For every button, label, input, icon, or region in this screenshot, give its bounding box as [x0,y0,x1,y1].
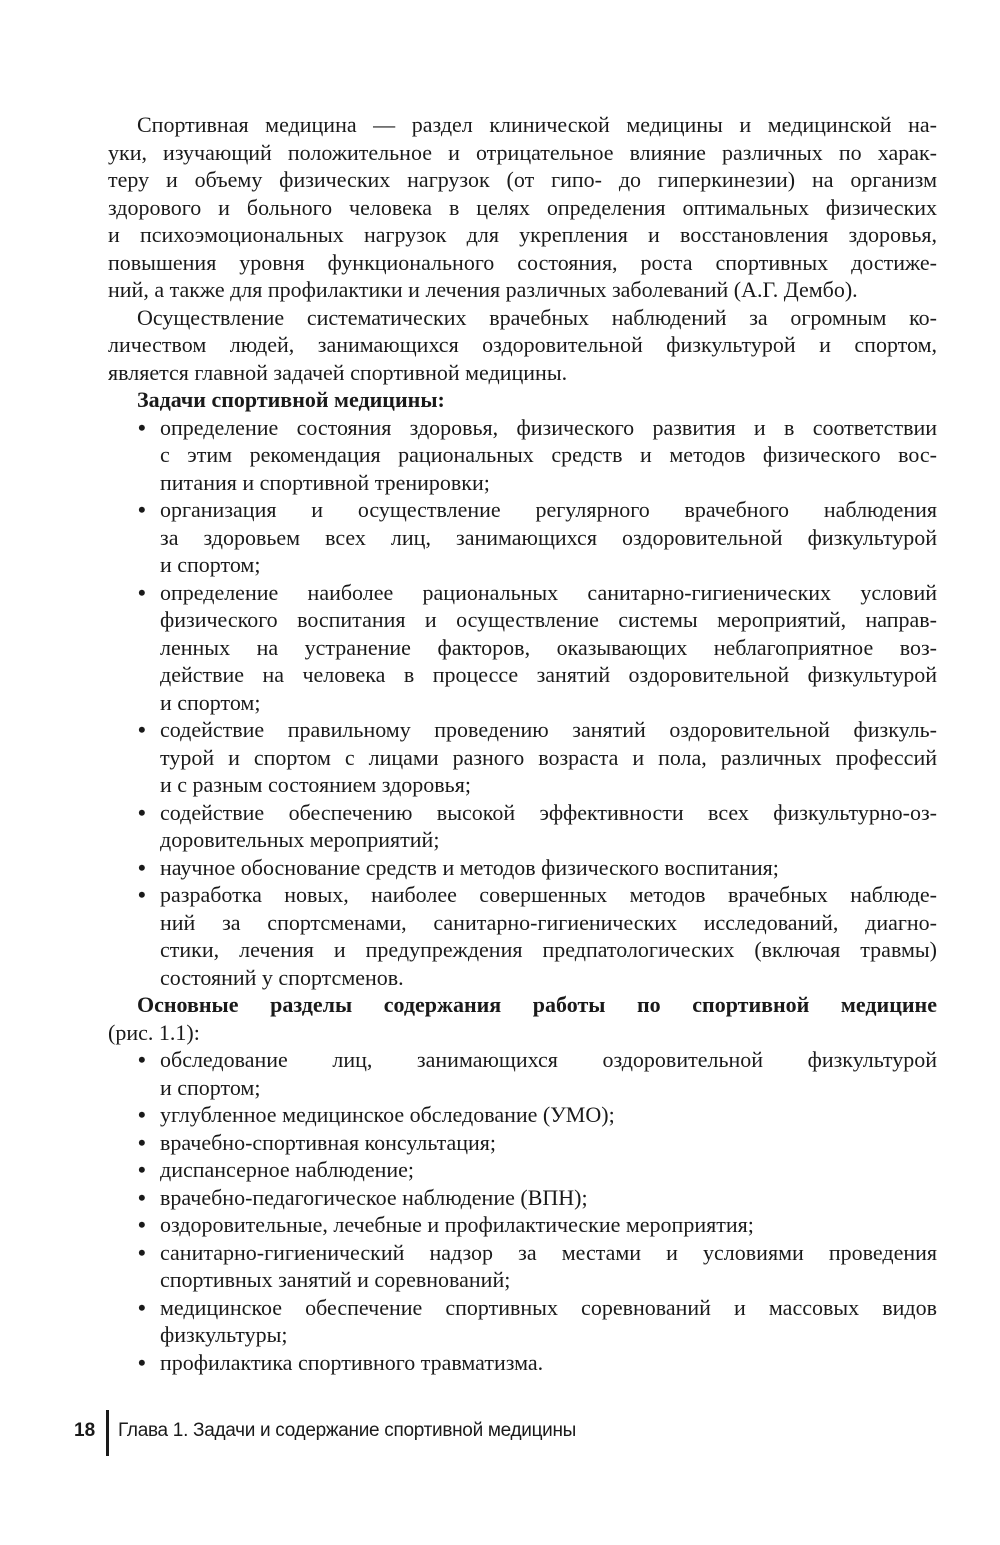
bullet-icon: • [138,1349,146,1375]
section-heading-ref: (рис. 1.1): [108,1019,200,1045]
list-item-line [108,1239,937,1267]
bullet-icon: • [138,717,146,742]
page-body [108,111,937,1376]
list-item-line [108,771,937,799]
bullet-icon: • [138,882,146,907]
chapter-title: Глава 1. Задачи и содержание спортивной медицины [118,1420,577,1441]
list-item-text: и с разным состоянием здоровья; [160,772,471,797]
list-item-line [108,579,937,607]
bullet-icon: • [138,1184,146,1210]
bullet-icon: • [138,1129,146,1155]
list-item-text: врачебно-спортивная консультация; [160,1129,497,1155]
bullet-icon: • [138,1239,146,1265]
list-item-text: оздоровительные, лечебные и профилактические мероприятия; [160,1212,754,1237]
list-item-line [108,1266,937,1294]
paragraph-line: уки, изучающий положительное и отрицательное влияние различных по харак- [108,139,937,165]
bullet-icon: • [138,497,146,522]
list-item-text: содействие обеспечению высокой эффективности всех физкультурно-оз- [160,799,937,825]
list-item-text: научное обоснование средств и методов физического воспитания; [160,854,779,880]
list-item-line [108,606,937,634]
list-item-line [108,716,937,744]
section-heading: Задачи спортивной медицины: [137,387,445,412]
list-item-line [108,1211,937,1239]
list-item-line [108,496,937,524]
section-heading: Основные разделы содержания работы по спортивной медицине [137,992,937,1017]
paragraph-line: Спортивная медицина — раздел клинической медицины и медицинской на- [137,112,937,137]
list-item-text: углубленное медицинское обследование (УМО); [160,1102,615,1127]
bullet-icon: • [138,1157,146,1182]
list-item-text: доровительных мероприятий; [160,827,440,852]
paragraph-line: повышения уровня функционального состояния, роста спортивных достиже- [108,249,937,275]
paragraph-line: теру и объему физических нагрузок (от гипо- до гиперкинезии) на организм [108,167,937,192]
list-item-line [108,744,937,772]
list-item-line [108,936,937,964]
list-item-text: турой и спортом с лицами разного возраста и пола, различных профессий [160,744,937,770]
bullet-icon: • [138,1102,146,1127]
list-item-line [108,881,937,909]
list-item-text: санитарно-гигиенический надзор за местами и условиями проведения [160,1239,937,1265]
list-item-line [108,1156,937,1184]
list-item-text: за здоровьем всех лиц, занимающихся оздоровительной физкультурой [160,524,937,550]
list-item-text: стики, лечения и предупреждения предпатологических (включая травмы) [160,937,937,962]
list-item-text: действие на человека в процессе занятий оздоровительной физкультурой [160,662,937,687]
list-item-text: обследование лиц, занимающихся оздоровительной физкультурой [160,1047,937,1072]
bullet-icon: • [138,414,146,440]
bullet-icon: • [138,1212,146,1237]
list-item-text: физического воспитания и осуществление системы мероприятий, направ- [160,607,937,632]
list-item-line [108,634,937,662]
bullet-icon: • [138,579,146,605]
list-item-line [108,524,937,552]
paragraph-line: и психоэмоциональных нагрузок для укрепления и восстановления здоровья, [108,222,937,247]
paragraph-line: является главной задачей спортивной медицины. [108,359,568,385]
list-item-line [108,1349,937,1377]
list-item-line [108,469,937,497]
list-item-text: врачебно-педагогическое наблюдение (ВПН); [160,1184,588,1210]
list-item-line [108,1074,937,1102]
paragraph-line: ний, а также для профилактики и лечения различных заболеваний (А.Г. Дембо). [108,277,858,302]
bullet-icon: • [138,1294,146,1320]
list-item-text: и спортом; [160,552,261,577]
list-item-text: физкультуры; [160,1322,288,1347]
list-item-text: содействие правильному проведению занятий оздоровительной физкуль- [160,717,937,742]
list-item-text: разработка новых, наиболее совершенных методов врачебных наблюде- [160,882,937,907]
list-item-text: и спортом; [160,689,261,715]
list-item-line [108,1321,937,1349]
list-item-line [108,551,937,579]
list-item-line [108,441,937,469]
list-item-text: питания и спортивной тренировки; [160,469,490,495]
list-item-line [108,826,937,854]
list-item-text: и спортом; [160,1074,261,1100]
list-item-text: ленных на устранение факторов, оказывающих неблагоприятное воз- [160,634,937,660]
list-item-text: медицинское обеспечение спортивных соревнований и массовых видов [160,1294,937,1320]
list-item-line [108,1101,937,1129]
list-item-line [108,689,937,717]
list-item-text: профилактика спортивного травматизма. [160,1349,544,1375]
list-item-line [108,1184,937,1212]
list-item-line [108,1046,937,1074]
footer-divider [106,1410,109,1456]
list-item-text: определение наиболее рациональных санитарно-гигиенических условий [160,579,937,605]
list-item-text: состояний у спортсменов. [160,964,404,990]
paragraph-line: здорового и больного человека в целях определения оптимальных физических [108,194,937,220]
list-item-line [108,1294,937,1322]
page-number: 18 [74,1420,96,1441]
list-item-line [108,799,937,827]
bullet-icon: • [138,799,146,825]
bullet-icon: • [138,854,146,880]
list-item-line [108,661,937,689]
list-item-text: спортивных занятий и соревнований; [160,1267,511,1292]
list-item-line [108,909,937,937]
list-item-line [108,964,937,992]
list-item-line [108,1129,937,1157]
list-item-text: с этим рекомендация рациональных средств и методов физического вос- [160,442,937,467]
list-item-text: ний за спортсменами, санитарно-гигиенических исследований, диагно- [160,909,937,935]
list-item-line [108,414,937,442]
list-item-text: определение состояния здоровья, физического развития и в соответствии [160,414,937,440]
bullet-icon: • [138,1047,146,1072]
list-item-text: диспансерное наблюдение; [160,1157,415,1182]
page-footer [0,1410,1000,1456]
list-item-line [108,854,937,882]
list-item-text: организация и осуществление регулярного врачебного наблюдения [160,497,937,522]
paragraph-line: Осуществление систематических врачебных наблюдений за огромным ко- [137,304,937,330]
paragraph-line: личеством людей, занимающихся оздоровительной физкультурой и спортом, [108,332,937,357]
